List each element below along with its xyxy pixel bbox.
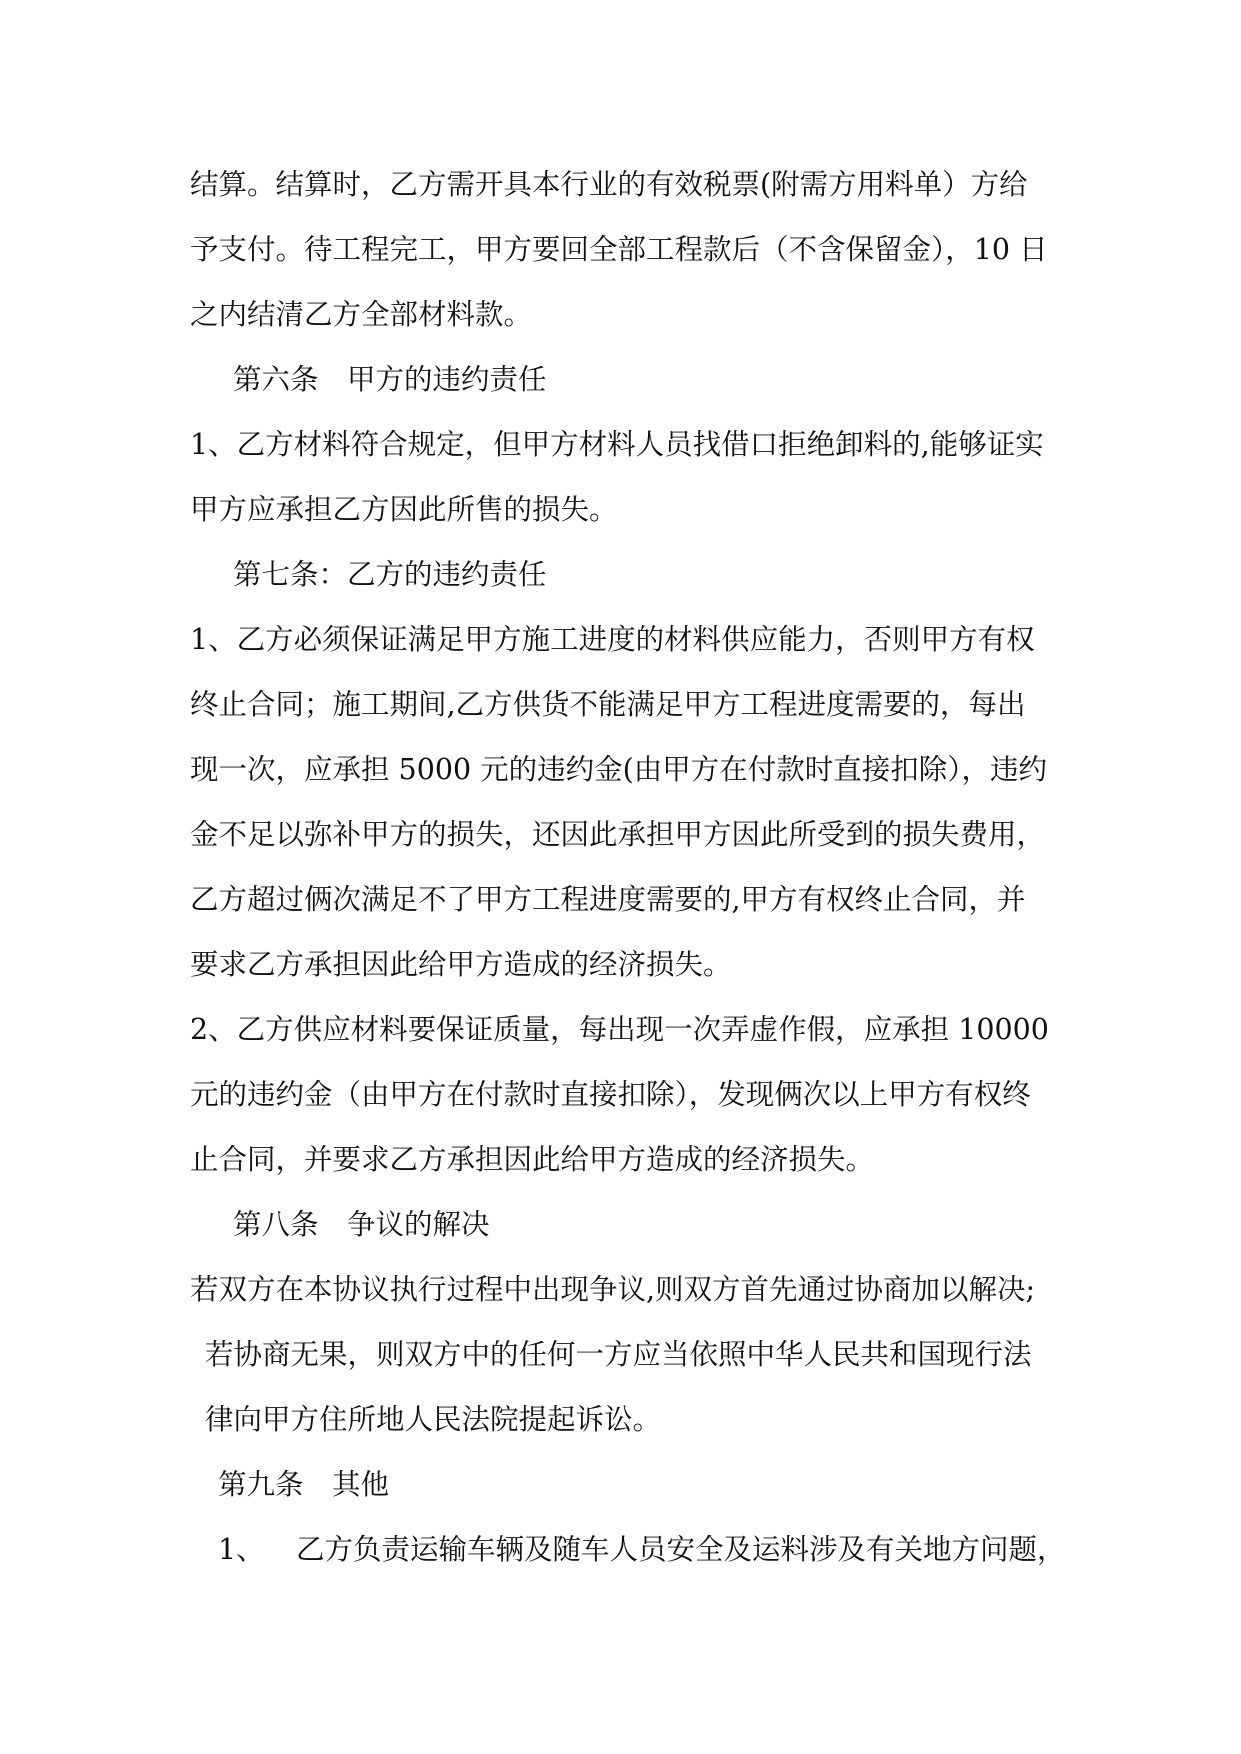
numbered-item: [218, 1530, 1066, 1570]
text-line: 若协商无果，则双方中的任何一方应当依照中华人民共和国现行法: [205, 1338, 1032, 1371]
text-line: 律向甲方住所地人民法院提起诉讼。: [205, 1403, 662, 1436]
text-line: 之内结清乙方全部材料款。: [190, 298, 533, 331]
text-line: 乙方超过俩次满足不了甲方工程进度需要的,甲方有权终止合同，并: [190, 883, 1026, 916]
text-line: 元的违约金（由甲方在付款时直接扣除），发现俩次以上甲方有权终: [190, 1078, 1031, 1111]
text-line: 结算。结算时，乙方需开具本行业的有效税票(附需方用料单）方给: [190, 168, 1028, 201]
article-heading: 第九条 其他: [218, 1468, 390, 1501]
text-line: 若双方在本协议执行过程中出现争议,则双方首先通过协商加以解决;: [190, 1273, 1036, 1306]
article-heading: 第八条 争议的解决: [233, 1208, 490, 1241]
text-line: 甲方应承担乙方因此所售的损失。: [190, 493, 618, 526]
text-line: 2、乙方供应材料要保证质量，每出现一次弄虚作假，应承担 10000: [190, 1013, 1049, 1046]
text-line: 终止合同；施工期间,乙方供货不能满足甲方工程进度需要的，每出: [190, 688, 1026, 721]
article-heading: 第七条：乙方的违约责任: [233, 558, 547, 591]
item-text: 乙方负责运输车辆及随车人员安全及运料涉及有关地方问题，: [296, 1533, 1066, 1566]
text-line: 止合同，并要求乙方承担因此给甲方造成的经济损失。: [190, 1143, 875, 1176]
article-heading: 第六条 甲方的违约责任: [233, 363, 547, 396]
text-line: 金不足以弥补甲方的损失，还因此承担甲方因此所受到的损失费用，: [190, 818, 1046, 851]
text-line: 1、乙方必须保证满足甲方施工进度的材料供应能力，否则甲方有权: [190, 623, 1035, 656]
item-number: 1、: [218, 1533, 265, 1566]
text-line: 1、乙方材料符合规定，但甲方材料人员找借口拒绝卸料的,能够证实: [190, 428, 1044, 461]
text-line: 予支付。待工程完工，甲方要回全部工程款后（不含保留金），10 日: [190, 233, 1048, 266]
text-line: 要求乙方承担因此给甲方造成的经济损失。: [190, 948, 732, 981]
text-line: 现一次，应承担 5000 元的违约金(由甲方在付款时直接扣除），违约: [190, 753, 1048, 786]
